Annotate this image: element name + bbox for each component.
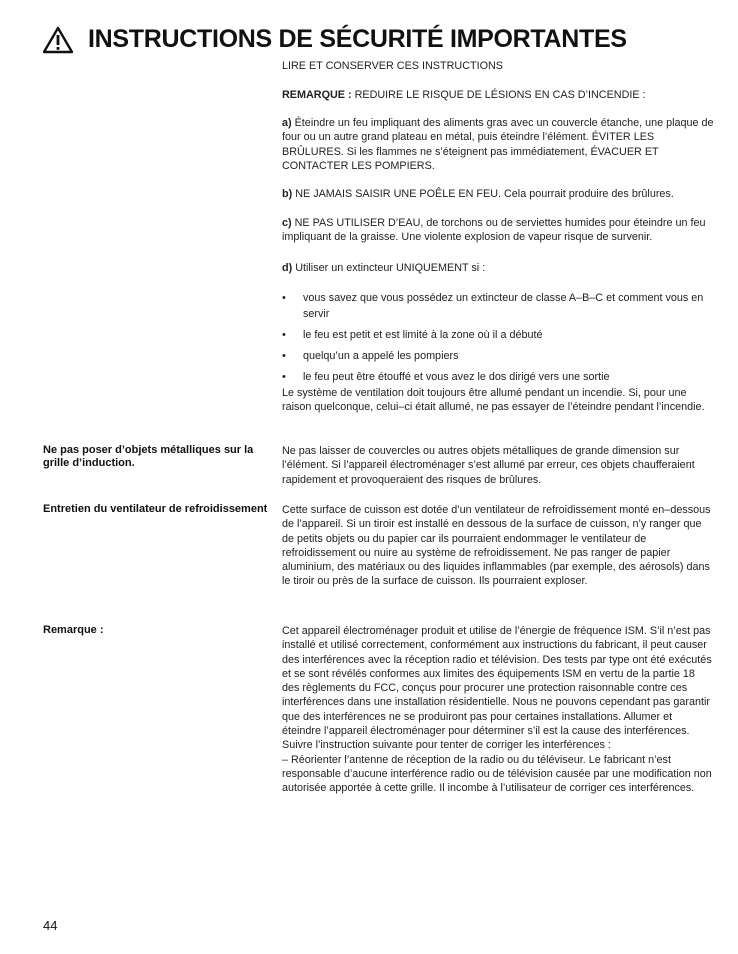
- item-a: [282, 116, 714, 173]
- warning-triangle-icon: [42, 26, 74, 54]
- ventilation-text: Le système de ventilation doit toujours être allumé pendant un incendie. Si, pour une raison quelconque, celui–ci était allumé, ne pas essayer de l’éteindre pendant l’incendie.: [282, 387, 705, 414]
- ventilation-note: [282, 386, 714, 415]
- bullet-item: • le feu est petit et est limité à la zone où il a débuté: [282, 327, 714, 343]
- section-body-text: Cette surface de cuisson est dotée d’un ventilateur de refroidissement monté en–dessous de l’appareil. Si un tiroir est installé en dessous de la surface de cuisson, n’y ranger que de petits objets ou du papier car ils pourraient endommager le ventilateur de refroidissement ou nuire au système de refroidissement. Ne pas ranger de papier aluminium, des matériaux ou des liquides inflammables (par exemple, des aérosols) dans le tiroir ou près de la surface de cuisson. Ils pourraient exploser.: [282, 504, 711, 588]
- item-c: [282, 216, 714, 245]
- item-label: b): [282, 188, 293, 200]
- bullet-item: • quelqu’un a appelé les pompiers: [282, 348, 714, 364]
- item-label: d): [282, 262, 293, 274]
- bullet-list: [282, 290, 714, 385]
- item-label: a): [282, 117, 292, 129]
- item-text: Éteindre un feu impliquant des aliments gras avec un couvercle étanche, une plaque de four ou un autre grand plateau en métal, puis éteindre l’élément. ÉVITER LES BRÛLURES. Si les flammes ne s’éteignent pas immédiatement, ÉVACUER ET CONTACTER LES POMPIERS.: [282, 117, 714, 172]
- section-body-text: Ne pas laisser de couvercles ou autres objets métalliques de grande dimension sur l’élément. Si l’appareil électroménager s’est allumé par erreur, ces objets chaufferaient rapidement et provoqueraient des risques de brûlures.: [282, 445, 695, 486]
- item-text: NE JAMAIS SAISIR UNE POÊLE EN FEU. Cela pourrait produire des brûlures.: [292, 188, 674, 200]
- remarque-label: REMARQUE :: [282, 89, 352, 101]
- section-body-text-2: – Réorienter l’antenne de réception de la radio ou du téléviseur. Le fabricant n’est responsable d’aucune interférence radio ou de télévision causée par une modification non autorisée apportée à cette grille. Il incombe à l’utilisateur de corriger ces interférences.: [282, 753, 712, 795]
- section-heading-metal: Ne pas poser d’objets métalliques sur la grille d’induction.: [43, 444, 254, 469]
- page-number: 44: [43, 918, 58, 933]
- item-label: c): [282, 217, 292, 229]
- intro-text: [282, 59, 714, 73]
- bullet-list-container: [282, 290, 714, 390]
- bullet-item: • vous savez que vous possédez un extincteur de classe A–B–C et comment vous en servir: [282, 290, 714, 322]
- intro-line: LIRE ET CONSERVER CES INSTRUCTIONS: [282, 60, 503, 72]
- page-header: [42, 24, 627, 54]
- section-heading-fan: Entretien du ventilateur de refroidissement: [43, 503, 268, 515]
- item-text: Utiliser un extincteur UNIQUEMENT si :: [292, 262, 486, 274]
- remarque-text: REDUIRE LE RISQUE DE LÉSIONS EN CAS D’INCENDIE :: [351, 89, 646, 101]
- bullet-item: • le feu peut être étouffé et vous avez le dos dirigé vers une sortie: [282, 369, 714, 385]
- item-d: [282, 261, 714, 275]
- remarque-fire: [282, 88, 714, 102]
- section-body-metal: [282, 444, 714, 487]
- page-title: INSTRUCTIONS DE SÉCURITÉ IMPORTANTES: [88, 24, 627, 53]
- section-body-text: Cet appareil électroménager produit et utilise de l’énergie de fréquence ISM. S’il n’est pas installé et utilisé correctement, conformément aux instructions du fabricant, il peut causer des interférences avec la réception radio et télévision. Des tests par type ont été exécutés et se sont révélés conformes aux limites des équipements ISM en vertu de la partie 18 des règlements du FCC, conçus pour procurer une protection raisonnable contre ces interférences dans une installation résidentielle. Nous ne pouvons cependant pas garantir que des interférences ne se produiront pas pour certaines installations. Allumer et éteindre l’appareil électroménager pour déterminer s’il est la cause des interférences. Suivre l’instruction suivante pour tenter de corriger les interférences :: [282, 625, 712, 752]
- section-body-remarque: [282, 624, 714, 796]
- item-b: [282, 187, 714, 201]
- item-text: NE PAS UTILISER D’EAU, de torchons ou de serviettes humides pour éteindre un feu impliquant de la graisse. Une violente explosion de vapeur risque de survenir.: [282, 217, 706, 244]
- section-body-fan: [282, 503, 714, 589]
- section-heading-remarque: Remarque :: [43, 624, 104, 636]
